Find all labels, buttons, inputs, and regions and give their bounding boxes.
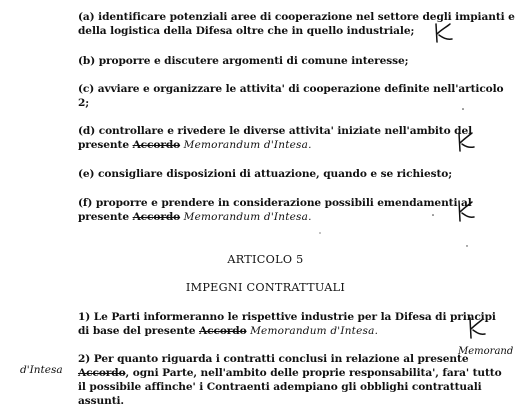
item-c-line-2: 2; (78, 97, 90, 109)
paragraph-2-struck-word: Accordo (78, 367, 126, 379)
paragraph-1-struck-word: Accordo (199, 325, 247, 337)
article-subtitle: IMPEGNI CONTRATTUALI (185, 281, 346, 294)
item-c-line-1: (c) avviare e organizzare le attivita' di cooperazione definite nell'articolo (78, 83, 504, 95)
item-a-line-1: (a) identificare potenziali aree di cooperazione nel settore degli impianti e (78, 11, 515, 23)
item-f-line-2-text: presente (78, 211, 133, 223)
item-f-line-1: (f) proporre e prendere in considerazione possibili emendamenti al (78, 197, 472, 209)
item-d-line-2-text: presente (78, 139, 133, 151)
article-title: ARTICOLO 5 (227, 253, 304, 266)
item-f-struck-word: Accordo (132, 211, 181, 223)
item-b-line-1: (b) proporre e discutere argomenti di comune interesse; (78, 55, 409, 67)
margin-handwritten-memorand: Memorand (458, 346, 514, 357)
item-d-handwritten-correction: Memorandum d'Intesa. (180, 139, 312, 151)
paragraph-2-line-2-text: , ogni Parte, nell'ambito delle proprie responsabilita', fara' tutto (125, 367, 502, 379)
paragraph-2-line-4: assunti. (78, 395, 125, 407)
item-d-struck-word: Accordo (132, 139, 181, 151)
item-a-line-2: della logistica della Difesa oltre che in quello industriale; (78, 25, 415, 37)
margin-handwritten-intesa: d'Intesa (20, 364, 63, 376)
paragraph-1-handwritten-correction: Memorandum d'Intesa. (246, 325, 379, 337)
paragraph-2-line-1-text: 2) Per quanto riguarda i contratti conclusi in relazione al presente (78, 353, 469, 365)
item-d-line-1: (d) controllare e rivedere le diverse attivita' iniziate nell'ambito del (78, 125, 473, 137)
paragraph-2-line-3: il possibile affinche' i Contraenti adempiano gli obblighi contrattuali (78, 381, 482, 393)
paragraph-1-line-1: 1) Le Parti informeranno le rispettive industrie per la Difesa di principi (78, 311, 496, 323)
item-e-line-1: (e) consigliare disposizioni di attuazione, quando e se richiesto; (78, 168, 453, 180)
paragraph-1-line-2-text: di base del presente (78, 325, 200, 337)
item-f-handwritten-correction: Memorandum d'Intesa. (180, 211, 312, 223)
